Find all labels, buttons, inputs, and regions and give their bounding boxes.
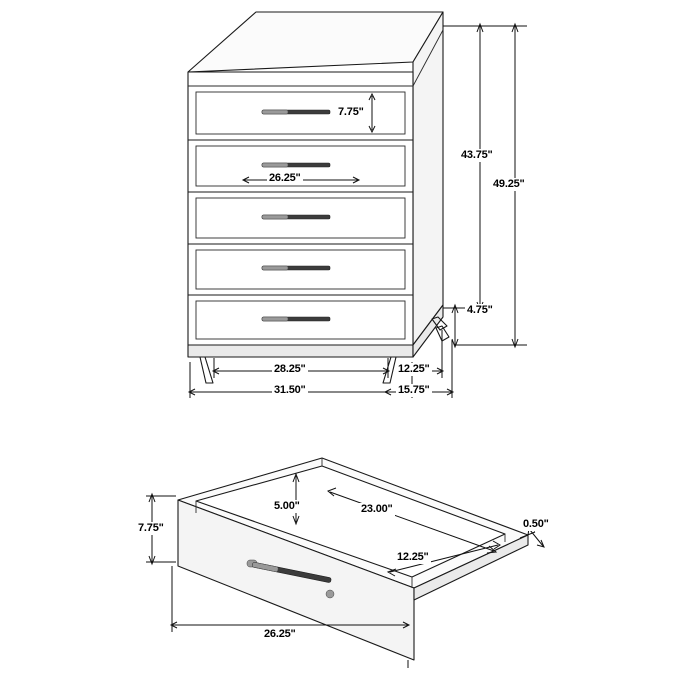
dim-label-drawer-front-width: 26.25"	[269, 172, 301, 184]
dim-leg-height	[452, 305, 458, 347]
chest-drawer-handle-2	[262, 163, 330, 167]
chest-drawer-handle-3	[262, 215, 330, 219]
chest-leg-front-left	[200, 357, 213, 383]
dim-label-overall-height: 49.25"	[493, 178, 525, 190]
dim-label-drawer-interior-depth: 5.00"	[274, 500, 300, 512]
dim-label-drawer-wall-thickness: 0.50"	[523, 518, 549, 530]
chest-right-side	[413, 12, 443, 345]
dim-label-case-height: 43.75"	[461, 149, 493, 161]
chest-drawer-handle-5	[262, 317, 330, 321]
chest-of-drawers-view	[188, 12, 527, 398]
dim-label-case-width: 28.25"	[274, 363, 306, 375]
drawer-detail-view	[146, 458, 544, 668]
chest-leg-front-right	[383, 357, 396, 383]
dim-label-case-depth: 12.25"	[398, 363, 430, 375]
chest-top-panel	[188, 12, 443, 72]
chest-drawer-handle-4	[262, 266, 330, 270]
chest-base-rail	[188, 345, 413, 357]
dim-label-overall-width: 31.50"	[274, 384, 306, 396]
dim-label-drawer-front-height: 7.75"	[338, 106, 364, 118]
dim-label-drawer-overall-width: 26.25"	[264, 628, 296, 640]
chest-drawer-handle-1	[262, 110, 330, 114]
dim-label-overall-depth: 15.75"	[398, 384, 430, 396]
dim-case-height	[443, 24, 492, 310]
dim-label-drawer-side-height: 7.75"	[138, 522, 164, 534]
dim-label-leg-height: 4.75"	[467, 304, 493, 316]
dim-label-drawer-interior-length: 12.25"	[397, 551, 429, 563]
dim-label-drawer-interior-width: 23.00"	[361, 503, 393, 515]
